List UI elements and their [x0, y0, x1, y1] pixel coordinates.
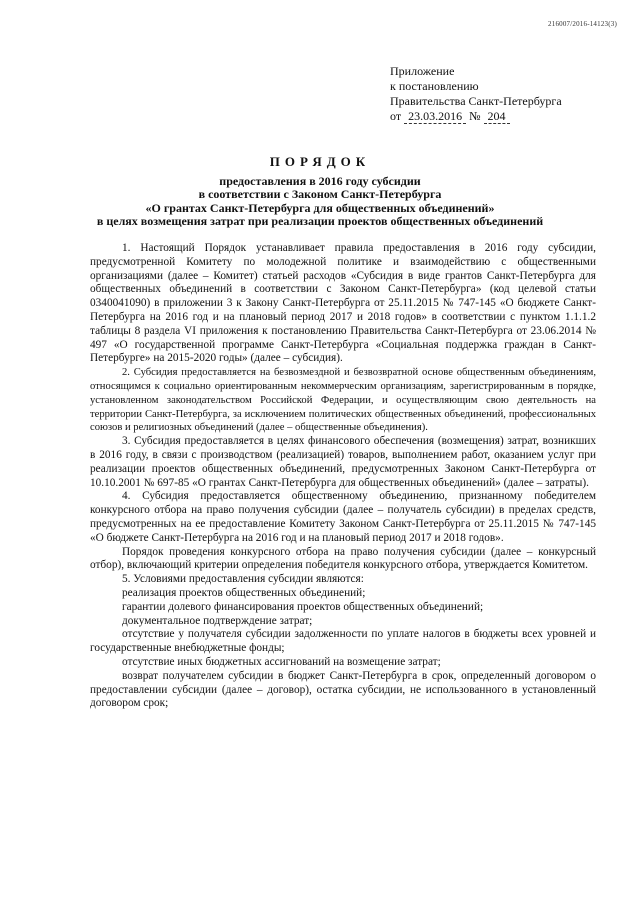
document-heading [0, 155, 640, 229]
document-body [90, 242, 596, 711]
appendix-line: к постановлению [390, 79, 479, 93]
appendix-line: Правительства Санкт-Петербурга [390, 94, 562, 108]
condition-item: документальное подтверждение затрат; [122, 614, 313, 627]
appendix-date-line [390, 109, 562, 124]
number-label: № [469, 109, 481, 123]
condition-item: реализация проектов общественных объединений; [122, 586, 366, 599]
condition-item: отсутствие у получателя субсидии задолженности по уплате налогов в бюджеты всех уровней и государственные внебюджетные фонды; [90, 628, 596, 655]
heading-line: в целях возмещения затрат при реализации проектов общественных объединений [96, 214, 544, 228]
condition-item: отсутствие иных бюджетных ассигнований на возмещение затрат; [122, 655, 441, 668]
paragraph-4-procedure: Порядок проведения конкурсного отбора на право получения субсидии (далее – конкурсный отбор), включающий критерии определения победителя конкурсного отбора, утверждается Комитетом. [90, 545, 596, 572]
paragraph-4: 4. Субсидия предоставляется общественному объединению, признанному победителем конкурсного отбора на право получения субсидии (далее – получатель субсидии) в пределах средств, предусмотренных на ее предоставление Комитету Законом Санкт-Петербурга от 25.11.2015 № 747-145 «О бюджете Санкт-Петербурга на 2016 год и на плановый период 2017 и 2018 годов». [90, 490, 596, 544]
appendix-line: Приложение [390, 64, 455, 78]
paragraph-2: 2. Субсидия предоставляется на безвозмездной и безвозвратной основе общественным объединениям, относящимся к социально ориентированным некоммерческим организациям, зарегистрированным в порядке, установленном законодательством Российской Федерации, и осуществляющим свою деятельность на территории Санкт-Петербурга, за исключением политических общественных объединений, профессиональных союзов и религиозных объединений (далее – общественные объединения). [90, 367, 596, 434]
from-label: от [390, 109, 402, 123]
appendix-block [390, 64, 562, 124]
document-id: 216007/2016-14123(3) [548, 20, 617, 28]
paragraph-1: 1. Настоящий Порядок устанавливает правила предоставления в 2016 году субсидии, предусмотренной Комитету по молодежной политике и взаимодействию с общественными организациями (далее – Комитет) статьей расходов «Субсидия в виде грантов Санкт-Петербурга для общественных объединений в соответствии с Законом Санкт-Петербурга» (код целевой статьи 0340041090) в приложении 3 к Закону Санкт-Петербурга от 25.11.2015 № 747-145 «О бюджете Санкт-Петербурга на 2016 год и на плановый период 2017 и 2018 годов» в соответствии с пунктом 1.1.1.2 таблицы 8 раздела VI приложения к постановлению Правительства Санкт-Петербурга от 23.06.2014 № 497 «О государственной программе Санкт-Петербурга «Социальная поддержка граждан в Санкт-Петербурге» на 2015-2020 годы» (далее – субсидия). [90, 242, 596, 365]
paragraph-5: 5. Условиями предоставления субсидии являются: [122, 573, 364, 586]
heading-line: «О грантах Санкт-Петербурга для общественных объединений» [145, 200, 495, 215]
heading-line: в соответствии с Законом Санкт-Петербурга [198, 187, 442, 201]
document-title: ПОРЯДОК [269, 154, 371, 169]
heading-line: предоставления в 2016 году субсидии [219, 173, 421, 188]
resolution-date: 23.03.2016 [404, 109, 466, 124]
condition-item: возврат получателем субсидии в бюджет Санкт-Петербурга в срок, определенный договором о предоставлении субсидии (далее – договор), остатка субсидии, не использованного в установленный договором срок; [90, 669, 596, 710]
resolution-number: 204 [484, 109, 510, 124]
condition-item: гарантии долевого финансирования проектов общественных объединений; [122, 600, 484, 613]
paragraph-3: 3. Субсидия предоставляется в целях финансового обеспечения (возмещения) затрат, возникших в 2016 году, в связи с производством (реализацией) товаров, выполнением работ, оказанием услуг при реализации проектов общественных объединений, предусмотренных Законом Санкт-Петербурга от 10.10.2001 № 697-85 «О грантах Санкт-Петербурга для общественных объединений» (далее – затраты). [90, 435, 596, 489]
